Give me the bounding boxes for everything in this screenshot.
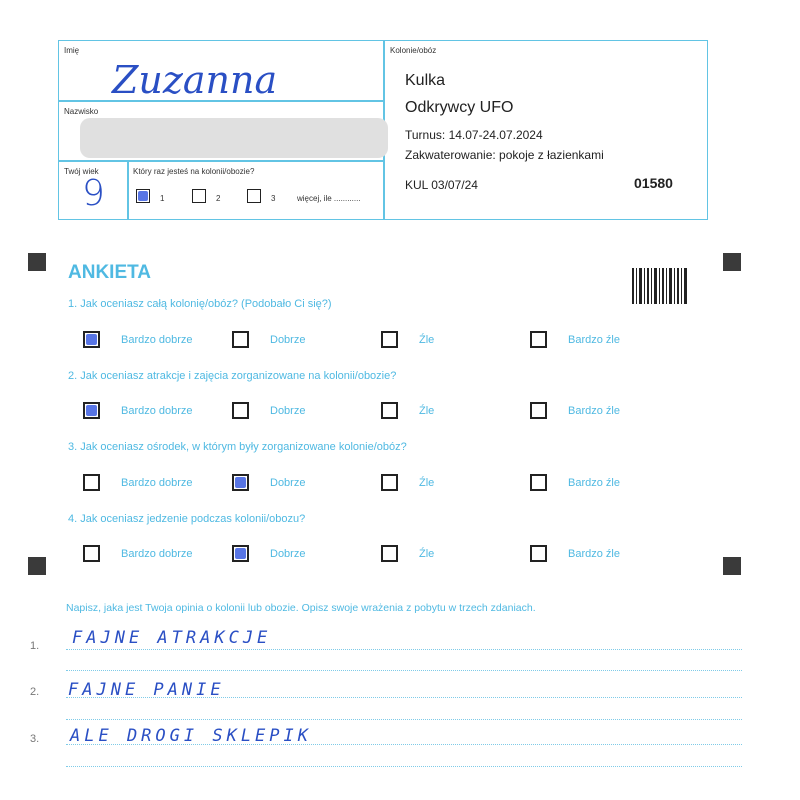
q1-option-zle-label: Źle xyxy=(419,334,435,346)
q3-option-dobrze-checkbox[interactable] xyxy=(232,474,249,491)
opinion-line-1[interactable]: FAJNE ATRAKCJE xyxy=(72,628,272,648)
q2-option-zle-checkbox[interactable] xyxy=(381,402,398,419)
times-option-2: 2 xyxy=(216,194,221,203)
form-number: 01580 xyxy=(634,175,673,191)
q3-option-zle-label: Źle xyxy=(419,477,435,489)
q1-option-bardzo-zle-checkbox[interactable] xyxy=(530,331,547,348)
writing-line xyxy=(66,719,742,720)
camp-code: KUL 03/07/24 xyxy=(405,178,478,192)
times-checkbox-2[interactable] xyxy=(192,189,206,203)
opinion-line-3[interactable]: ALE DROGI SKLEPIK xyxy=(70,726,312,746)
q2-option-bardzo-dobrze-label: Bardzo dobrze xyxy=(121,405,193,417)
q1-option-bardzo-dobrze-checkbox[interactable] xyxy=(83,331,100,348)
q2-option-bardzo-zle-label: Bardzo źle xyxy=(568,405,620,417)
q2-option-bardzo-zle-checkbox[interactable] xyxy=(530,402,547,419)
question-2: 2. Jak oceniasz atrakcje i zajęcia zorganizowane na kolonii/obozie? xyxy=(68,370,397,382)
times-option-1: 1 xyxy=(160,194,165,203)
age-label: Twój wiek xyxy=(64,167,99,176)
turnus: Turnus: 14.07-24.07.2024 xyxy=(405,128,543,142)
writing-line xyxy=(66,766,742,767)
line-number-1: 1. xyxy=(30,640,40,652)
question-4: 4. Jak oceniasz jedzenie podczas kolonii/obozu? xyxy=(68,513,306,525)
q1-option-bardzo-dobrze-label: Bardzo dobrze xyxy=(121,334,193,346)
q4-option-bardzo-zle-checkbox[interactable] xyxy=(530,545,547,562)
q4-option-dobrze-checkbox[interactable] xyxy=(232,545,249,562)
times-checkbox-3[interactable] xyxy=(247,189,261,203)
camp-label: Kolonie/obóz xyxy=(390,46,437,55)
q2-option-dobrze-checkbox[interactable] xyxy=(232,402,249,419)
q4-option-zle-checkbox[interactable] xyxy=(381,545,398,562)
surname-label: Nazwisko xyxy=(64,107,99,116)
barcode xyxy=(632,268,688,304)
accommodation: Zakwaterowanie: pokoje z łazienkami xyxy=(405,148,604,162)
q3-option-dobrze-label: Dobrze xyxy=(270,477,306,489)
times-label: Który raz jesteś na kolonii/obozie? xyxy=(133,167,255,176)
writing-line xyxy=(66,697,742,698)
q4-option-bardzo-dobrze-label: Bardzo dobrze xyxy=(121,548,193,560)
age-divider xyxy=(127,160,129,220)
q1-option-dobrze-label: Dobrze xyxy=(270,334,306,346)
line-number-3: 3. xyxy=(30,733,40,745)
q1-option-zle-checkbox[interactable] xyxy=(381,331,398,348)
q1-option-dobrze-checkbox[interactable] xyxy=(232,331,249,348)
registration-mark xyxy=(723,557,741,575)
q3-option-bardzo-zle-label: Bardzo źle xyxy=(568,477,620,489)
writing-line xyxy=(66,670,742,671)
line-number-2: 2. xyxy=(30,686,40,698)
registration-mark xyxy=(723,253,741,271)
q3-option-bardzo-dobrze-checkbox[interactable] xyxy=(83,474,100,491)
q3-option-bardzo-dobrze-label: Bardzo dobrze xyxy=(121,477,193,489)
surname-redaction xyxy=(80,118,388,158)
q4-option-bardzo-dobrze-checkbox[interactable] xyxy=(83,545,100,562)
question-1: 1. Jak oceniasz całą kolonię/obóz? (Podobało Ci się?) xyxy=(68,298,332,310)
camp-theme: Odkrywcy UFO xyxy=(405,99,514,116)
times-checkbox-1[interactable] xyxy=(136,189,150,203)
opinion-line-2[interactable]: FAJNE PANIE xyxy=(68,680,225,700)
q2-option-bardzo-dobrze-checkbox[interactable] xyxy=(83,402,100,419)
q4-option-bardzo-zle-label: Bardzo źle xyxy=(568,548,620,560)
surname-row-divider xyxy=(58,160,383,162)
times-option-3: 3 xyxy=(271,194,276,203)
name-label: Imię xyxy=(64,46,80,55)
opinion-prompt: Napisz, jaka jest Twoja opinia o kolonii lub obozie. Opisz swoje wrażenia z pobytu w trzech zdaniach. xyxy=(66,602,536,614)
question-3: 3. Jak oceniasz ośrodek, w którym były zorganizowane kolonie/obóz? xyxy=(68,441,407,453)
writing-line xyxy=(66,744,742,745)
q2-option-dobrze-label: Dobrze xyxy=(270,405,306,417)
age-value[interactable]: 9 xyxy=(82,173,105,214)
registration-mark xyxy=(28,557,46,575)
q3-option-zle-checkbox[interactable] xyxy=(381,474,398,491)
writing-line xyxy=(66,649,742,650)
name-value[interactable]: Zuzanna xyxy=(112,58,278,102)
q1-option-bardzo-zle-label: Bardzo źle xyxy=(568,334,620,346)
camp-name: Kulka xyxy=(405,72,446,89)
times-option-more: więcej, ile ............ xyxy=(297,194,361,203)
q4-option-zle-label: Źle xyxy=(419,548,435,560)
registration-mark xyxy=(28,253,46,271)
q3-option-bardzo-zle-checkbox[interactable] xyxy=(530,474,547,491)
q2-option-zle-label: Źle xyxy=(419,405,435,417)
q4-option-dobrze-label: Dobrze xyxy=(270,548,306,560)
survey-title: ANKIETA xyxy=(68,262,152,283)
